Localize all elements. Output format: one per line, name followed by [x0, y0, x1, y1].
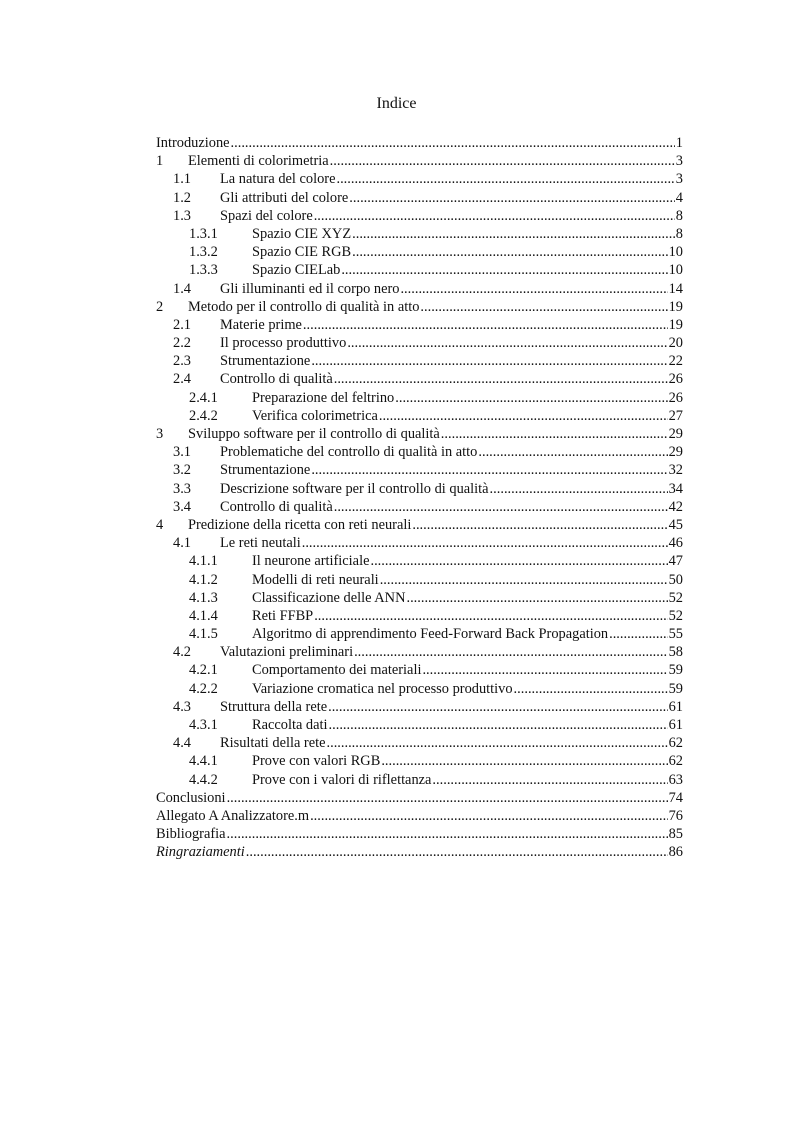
- toc-entry[interactable]: [156, 480, 683, 498]
- toc-entry-page-number: 46: [668, 535, 683, 552]
- toc-entry-number: 2.3: [173, 353, 191, 370]
- toc-entry-page-number: 61: [668, 717, 683, 733]
- toc-entry-page-number: 74: [668, 789, 683, 806]
- toc-entry[interactable]: [156, 298, 683, 316]
- toc-entry-title: Classificazione delle ANN: [252, 589, 406, 606]
- toc-entry-title: Spazi del colore: [220, 207, 313, 224]
- toc-entry[interactable]: [156, 571, 683, 589]
- dot-leader: [395, 389, 667, 407]
- dot-leader: [380, 571, 668, 589]
- toc-entry-page-number: 59: [668, 680, 683, 697]
- toc-entry-title: Spazio CIE XYZ: [252, 225, 352, 242]
- toc-entry-page-number: 14: [668, 280, 683, 297]
- toc-entry-number: 4.4: [173, 735, 191, 752]
- toc-entry[interactable]: [156, 698, 683, 716]
- toc-entry-title: Le reti neutali: [220, 535, 301, 552]
- toc-entry-page-number: 3: [675, 153, 683, 170]
- toc-entry[interactable]: [156, 516, 683, 534]
- toc-entry-page-number: 52: [668, 607, 683, 624]
- toc-entry-number: 1.3.3: [189, 262, 218, 279]
- toc-entry-title: Gli illuminanti ed il corpo nero: [220, 280, 400, 297]
- toc-entry-page-number: 45: [668, 516, 683, 533]
- dot-leader: [478, 443, 667, 461]
- toc-entry-number: 2: [156, 298, 164, 315]
- toc-entry-title: Allegato A Analizzatore.m: [156, 807, 310, 824]
- toc-entry[interactable]: [156, 607, 683, 625]
- dot-leader: [354, 643, 668, 661]
- dot-leader: [412, 516, 667, 534]
- toc-entry-number: 1: [156, 153, 164, 170]
- toc-entry-page-number: 1: [675, 135, 683, 151]
- toc-entry-title: Controllo di qualità: [220, 371, 333, 388]
- toc-entry-number: 4.3: [173, 698, 191, 715]
- toc-entry-number: 4.1: [173, 535, 191, 552]
- toc-entry[interactable]: [156, 207, 683, 225]
- dot-leader: [327, 734, 668, 752]
- toc-entry-title: Reti FFBP: [252, 607, 314, 624]
- toc-entry-page-number: 22: [668, 353, 683, 370]
- toc-entry-page-number: 3: [675, 171, 683, 188]
- dot-leader: [231, 134, 675, 152]
- toc-entry-title: Descrizione software per il controllo di qualità: [220, 480, 489, 497]
- toc-entry-number: 4.1.3: [189, 589, 218, 606]
- dot-leader: [379, 407, 668, 425]
- toc-entry-page-number: 52: [668, 589, 683, 606]
- toc-entry-page-number: 47: [668, 553, 683, 570]
- toc-entry[interactable]: [156, 425, 683, 443]
- toc-entry-page-number: 8: [675, 207, 683, 224]
- toc-entry-page-number: 61: [668, 698, 683, 715]
- toc-entry-number: 4.2.2: [189, 680, 218, 697]
- toc-entry[interactable]: [156, 661, 683, 679]
- dot-leader: [352, 243, 667, 261]
- toc-entry-page-number: 55: [668, 626, 683, 643]
- toc-entry-page-number: 10: [668, 262, 683, 279]
- toc-entry[interactable]: [156, 825, 683, 843]
- toc-entry[interactable]: [156, 734, 683, 752]
- toc-entry-page-number: 26: [668, 371, 683, 388]
- toc-entry-page-number: 85: [668, 826, 683, 843]
- toc-entry-number: 2.1: [173, 316, 191, 333]
- dot-leader: [490, 480, 668, 498]
- toc-entry-number: 2.2: [173, 335, 191, 352]
- toc-entry[interactable]: [156, 716, 683, 734]
- dot-leader: [400, 280, 667, 298]
- toc-entry-title: Raccolta dati: [252, 717, 328, 733]
- toc-entry-title: Risultati della rete: [220, 735, 326, 752]
- toc-entry[interactable]: [156, 789, 683, 807]
- dot-leader: [609, 625, 668, 643]
- toc-entry[interactable]: [156, 280, 683, 298]
- toc-entry-title: Strumentazione: [220, 462, 311, 479]
- toc-entry-page-number: 62: [668, 753, 683, 770]
- toc-entry-title: Conclusioni: [156, 789, 226, 806]
- toc-entry-number: 4.1.4: [189, 607, 218, 624]
- dot-leader: [334, 370, 668, 388]
- dot-leader: [330, 152, 675, 170]
- toc-entry-title: Verifica colorimetrica: [252, 407, 378, 424]
- dot-leader: [227, 825, 668, 843]
- toc-entry[interactable]: [156, 225, 683, 243]
- toc-entry-number: 4: [156, 516, 164, 533]
- toc-entry-number: 4.2: [173, 644, 191, 661]
- dot-leader: [341, 261, 667, 279]
- dot-leader: [227, 789, 668, 807]
- toc-entry-title: Modelli di reti neurali: [252, 571, 379, 588]
- dot-leader: [514, 680, 668, 698]
- toc-entry-number: 1.3.2: [189, 244, 218, 261]
- toc-entry[interactable]: [156, 352, 683, 370]
- toc-entry-number: 2.4: [173, 371, 191, 388]
- toc-entry[interactable]: [156, 625, 683, 643]
- dot-leader: [336, 170, 674, 188]
- toc-entry[interactable]: [156, 807, 683, 825]
- toc-entry-page-number: 58: [668, 644, 683, 661]
- toc-entry-number: 4.1.5: [189, 626, 218, 643]
- toc-entry-page-number: 10: [668, 244, 683, 261]
- toc-entry-title: Prove con valori RGB: [252, 753, 381, 770]
- dot-leader: [314, 607, 667, 625]
- toc-entry[interactable]: [156, 370, 683, 388]
- toc-entry-page-number: 29: [668, 426, 683, 442]
- toc-entry-title: Valutazioni preliminari: [220, 644, 354, 661]
- toc-entry[interactable]: [156, 589, 683, 607]
- dot-leader: [347, 334, 667, 352]
- toc-entry-page-number: 86: [668, 844, 683, 861]
- toc-entry-number: 4.4.2: [189, 771, 218, 788]
- dot-leader: [329, 716, 668, 734]
- toc-entry-page-number: 20: [668, 335, 683, 352]
- toc-entry-page-number: 59: [668, 662, 683, 679]
- toc-entry-title: Sviluppo software per il controllo di qualità: [188, 426, 440, 442]
- toc-entry-number: 3.3: [173, 480, 191, 497]
- toc-entry[interactable]: [156, 170, 683, 188]
- page-title: Indice: [376, 95, 417, 112]
- toc-entry[interactable]: [156, 334, 683, 352]
- dot-leader: [246, 843, 668, 861]
- toc-entry-page-number: 29: [668, 444, 683, 461]
- dot-leader: [302, 534, 668, 552]
- toc-entry[interactable]: [156, 771, 683, 789]
- toc-entry-page-number: 27: [668, 407, 683, 424]
- toc-entry-number: 2.4.2: [189, 407, 218, 424]
- toc-entry-title: Variazione cromatica nel processo produttivo: [252, 680, 513, 697]
- toc-entry-title: La natura del colore: [220, 171, 336, 188]
- toc-entry-title: Elementi di colorimetria: [188, 153, 329, 170]
- toc-entry-title: Il processo produttivo: [220, 335, 347, 352]
- toc-entry[interactable]: [156, 243, 683, 261]
- toc-entry-title: Spazio CIE RGB: [252, 244, 352, 261]
- toc-entry-title: Introduzione: [156, 135, 230, 151]
- toc-entry-page-number: 8: [675, 225, 683, 242]
- toc-entry[interactable]: [156, 461, 683, 479]
- dot-leader: [352, 225, 675, 243]
- toc-entry-number: 4.1.2: [189, 571, 218, 588]
- toc-entry-page-number: 76: [668, 807, 683, 824]
- toc-entry-number: 3.4: [173, 498, 191, 515]
- dot-leader: [370, 552, 667, 570]
- dot-leader: [381, 752, 667, 770]
- toc-entry-number: 1.2: [173, 189, 191, 206]
- toc-entry-title: Gli attributi del colore: [220, 189, 349, 206]
- toc-entry-page-number: 19: [668, 298, 683, 315]
- toc-entry-page-number: 32: [668, 462, 683, 479]
- toc-entry-number: 4.4.1: [189, 753, 218, 770]
- toc-entry-title: Comportamento dei materiali: [252, 662, 422, 679]
- dot-leader: [334, 498, 668, 516]
- dot-leader: [328, 698, 668, 716]
- toc-entry[interactable]: [156, 443, 683, 461]
- toc-entry[interactable]: [156, 498, 683, 516]
- toc-entry[interactable]: [156, 261, 683, 279]
- toc-entry-title: Problematiche del controllo di qualità in atto: [220, 444, 478, 461]
- toc-entry[interactable]: [156, 843, 683, 861]
- dot-leader: [420, 298, 667, 316]
- toc-entry-page-number: 62: [668, 735, 683, 752]
- toc-entry[interactable]: [156, 389, 683, 407]
- toc-entry-page-number: 26: [668, 389, 683, 406]
- toc-entry-title: Strumentazione: [220, 353, 311, 370]
- toc-entry-page-number: 34: [668, 480, 683, 497]
- toc-entry-page-number: 4: [675, 189, 683, 206]
- toc-entry-title: Materie prime: [220, 316, 302, 333]
- toc-entry-number: 4.1.1: [189, 553, 218, 570]
- dot-leader: [406, 589, 667, 607]
- dot-leader: [303, 316, 668, 334]
- toc-entry-page-number: 42: [668, 498, 683, 515]
- toc-entry-number: 1.1: [173, 171, 191, 188]
- toc-entry-number: 4.3.1: [189, 717, 218, 733]
- toc-entry[interactable]: [156, 643, 683, 661]
- dot-leader: [349, 189, 675, 207]
- toc-entry[interactable]: [156, 534, 683, 552]
- dot-leader: [311, 352, 667, 370]
- toc-entry-title: Controllo di qualità: [220, 498, 333, 515]
- dot-leader: [311, 461, 667, 479]
- toc-entry-title: Spazio CIELab: [252, 262, 341, 279]
- toc-entry-number: 3: [156, 426, 164, 442]
- toc-entry-title: Prove con i valori di riflettanza: [252, 771, 432, 788]
- dot-leader: [314, 207, 675, 225]
- toc-entry-title: Preparazione del feltrino: [252, 389, 395, 406]
- toc-entry-number: 1.4: [173, 280, 191, 297]
- dot-leader: [422, 661, 667, 679]
- toc-entry-number: 2.4.1: [189, 389, 218, 406]
- toc-entry[interactable]: [156, 552, 683, 570]
- toc-entry-page-number: 50: [668, 571, 683, 588]
- dot-leader: [441, 425, 668, 443]
- toc-entry-title: Algoritmo di apprendimento Feed-Forward Back Propagation: [252, 626, 609, 643]
- toc-entry[interactable]: [156, 680, 683, 698]
- toc-entry[interactable]: [156, 152, 683, 170]
- dot-leader: [310, 807, 668, 825]
- toc-entry-title: Predizione della ricetta con reti neurali: [188, 516, 412, 533]
- toc-entry-number: 1.3.1: [189, 225, 218, 242]
- toc-entry-title: Il neurone artificiale: [252, 553, 370, 570]
- toc-entry[interactable]: [156, 407, 683, 425]
- toc-entry-title: Bibliografia: [156, 826, 226, 843]
- toc-entry[interactable]: [156, 134, 683, 152]
- toc-entry-title: Ringraziamenti: [156, 844, 245, 861]
- table-of-contents: [156, 134, 683, 862]
- toc-entry-page-number: 19: [668, 316, 683, 333]
- toc-entry-title: Metodo per il controllo di qualità in atto: [188, 298, 420, 315]
- toc-entry-page-number: 63: [668, 771, 683, 788]
- dot-leader: [432, 771, 667, 789]
- toc-entry[interactable]: [156, 189, 683, 207]
- toc-entry-number: 3.1: [173, 444, 191, 461]
- toc-entry[interactable]: [156, 752, 683, 770]
- toc-entry-number: 3.2: [173, 462, 191, 479]
- toc-entry-number: 1.3: [173, 207, 191, 224]
- toc-entry[interactable]: [156, 316, 683, 334]
- toc-entry-title: Struttura della rete: [220, 698, 328, 715]
- toc-entry-number: 4.2.1: [189, 662, 218, 679]
